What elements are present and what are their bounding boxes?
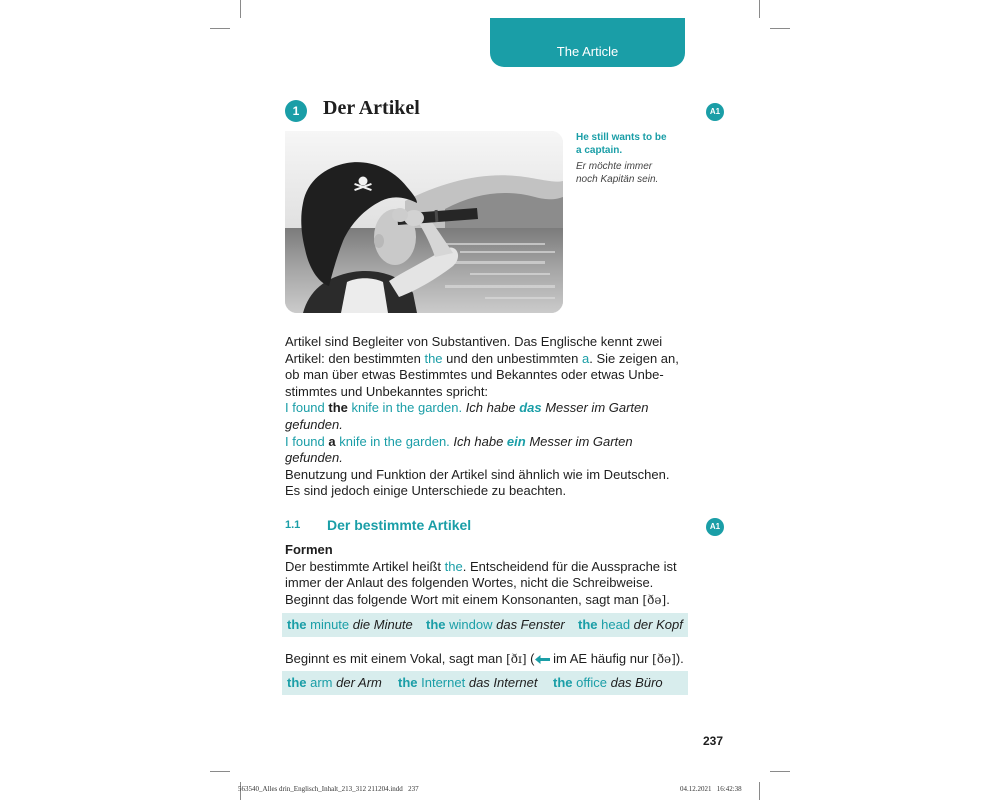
example-word: minute bbox=[310, 617, 350, 632]
slug-filename: 563540_Alles drin_Englisch_Inhalt_213_312 211204.indd bbox=[238, 785, 403, 793]
german-article-highlight: das bbox=[519, 400, 542, 416]
example-word: office bbox=[576, 675, 607, 690]
vowel-rule-paragraph bbox=[285, 651, 684, 668]
arrow-left-icon bbox=[535, 655, 550, 664]
example-item bbox=[578, 613, 683, 637]
crop-mark bbox=[210, 771, 230, 772]
phonetic-transcription: [ðə] bbox=[642, 592, 667, 607]
text-run: im AE häufig nur bbox=[549, 651, 653, 666]
level-badge: A1 bbox=[706, 103, 724, 121]
photo-ear bbox=[374, 234, 384, 248]
chapter-tab bbox=[490, 18, 685, 67]
phonetic-transcription: [ðə] bbox=[652, 652, 676, 666]
example-translation: der Arm bbox=[336, 675, 382, 690]
text-run: Es sind jedoch einige Unterschiede zu beachten. bbox=[285, 483, 567, 499]
print-slug-file bbox=[238, 785, 419, 794]
text-run: Benutzung und Funktion der Artikel sind ähnlich wie im Deutschen. bbox=[285, 466, 670, 482]
english-term: the bbox=[444, 558, 463, 574]
text-line bbox=[285, 351, 679, 368]
german-article-highlight: ein bbox=[506, 433, 526, 449]
example-translation: das Internet bbox=[468, 675, 538, 690]
crop-mark bbox=[240, 0, 241, 18]
english-term: the bbox=[424, 350, 443, 366]
section-title: Der bestimmte Artikel bbox=[327, 517, 472, 533]
example-box-consonant bbox=[282, 613, 688, 637]
example-german: Ich habe bbox=[449, 433, 507, 449]
example-article: the bbox=[426, 617, 446, 632]
text-run: Artikel sind Begleiter von Substantiven. Das Englische kennt zwei bbox=[285, 334, 663, 349]
slug-page: 237 bbox=[408, 785, 419, 793]
text-run: Beginnt es mit einem Vokal, sagt man bbox=[285, 651, 507, 666]
crop-mark bbox=[759, 782, 760, 800]
example-sentence-line bbox=[285, 400, 679, 417]
example-article: the bbox=[287, 617, 307, 632]
text-line bbox=[285, 651, 684, 668]
caption-line: a captain. bbox=[576, 145, 623, 156]
crop-mark bbox=[770, 771, 790, 772]
slug-time: 16:42:38 bbox=[716, 785, 742, 793]
example-german: Ich habe bbox=[462, 400, 520, 416]
text-run: ( bbox=[526, 651, 535, 666]
text-run: . bbox=[666, 591, 670, 607]
example-translation: der Kopf bbox=[633, 617, 683, 632]
text-run: Artikel: den bestimmten bbox=[285, 350, 425, 366]
text-run: ob man über etwas Bestimmtes und Bekanntes oder etwas Unbe- bbox=[285, 367, 664, 383]
phonetic-transcription: [ðɪ] bbox=[506, 652, 527, 666]
crop-mark bbox=[210, 28, 230, 29]
subheading-formen: Formen bbox=[285, 542, 333, 557]
page-number: 237 bbox=[703, 734, 724, 748]
example-german: gefunden. bbox=[285, 416, 343, 432]
text-line bbox=[285, 467, 679, 484]
example-sentence-line bbox=[285, 450, 679, 467]
example-article: the bbox=[553, 675, 573, 690]
section-number: 1.1 bbox=[285, 519, 301, 531]
example-word: window bbox=[449, 617, 493, 632]
example-sentence-line bbox=[285, 417, 679, 434]
example-translation: das Büro bbox=[610, 675, 663, 690]
text-run: stimmtes und Unbekanntes spricht: bbox=[285, 383, 489, 399]
text-run: ). bbox=[675, 651, 684, 666]
text-run: immer der Anlaut des folgenden Wortes, nicht die Schreibweise. bbox=[285, 575, 654, 591]
text-line bbox=[285, 384, 679, 401]
example-sentence-line bbox=[285, 434, 679, 451]
example-german: gefunden. bbox=[285, 450, 343, 466]
article-highlight: the bbox=[328, 400, 348, 416]
example-article: the bbox=[578, 617, 598, 632]
example-english: knife in the garden. bbox=[335, 433, 450, 449]
example-translation: die Minute bbox=[352, 617, 413, 632]
caption-line: Er möchte immer bbox=[576, 161, 653, 172]
article-highlight: a bbox=[328, 433, 336, 449]
print-slug-timestamp bbox=[680, 785, 742, 794]
example-box-vowel bbox=[282, 671, 688, 695]
english-term: a bbox=[582, 350, 590, 366]
example-german: Messer im Garten bbox=[525, 433, 633, 449]
photo-hand bbox=[392, 208, 408, 222]
text-line bbox=[285, 367, 679, 384]
example-item bbox=[398, 671, 538, 695]
example-english: knife in the garden. bbox=[347, 400, 463, 416]
chapter-tab-label: The Article bbox=[556, 44, 619, 59]
example-word: Internet bbox=[421, 675, 466, 690]
text-run: . Sie zeigen an, bbox=[589, 350, 679, 366]
example-article: the bbox=[398, 675, 418, 690]
text-line bbox=[285, 575, 677, 592]
slug-date: 04.12.2021 bbox=[680, 785, 712, 793]
example-word: arm bbox=[310, 675, 333, 690]
example-english: I found bbox=[285, 433, 329, 449]
example-item bbox=[287, 671, 382, 695]
caption-english bbox=[576, 131, 688, 157]
example-article: the bbox=[287, 675, 307, 690]
text-line bbox=[285, 592, 677, 609]
text-run: und den unbestimmten bbox=[442, 350, 583, 366]
text-line bbox=[285, 483, 679, 500]
crop-mark bbox=[759, 0, 760, 18]
section-level-badge: A1 bbox=[706, 518, 724, 536]
chapter-photo bbox=[285, 131, 563, 313]
text-line bbox=[285, 559, 677, 576]
text-run: . Entscheidend für die Aussprache ist bbox=[462, 558, 677, 574]
example-english: I found bbox=[285, 400, 329, 416]
example-item bbox=[287, 613, 413, 637]
photo-caption bbox=[576, 131, 688, 186]
crop-mark bbox=[770, 28, 790, 29]
example-item bbox=[553, 671, 663, 695]
photo-illustration bbox=[285, 131, 563, 313]
chapter-title: Der Artikel bbox=[323, 97, 420, 119]
chapter-number-badge: 1 bbox=[285, 100, 307, 122]
caption-german bbox=[576, 160, 688, 186]
text-line bbox=[285, 334, 679, 351]
example-word: head bbox=[601, 617, 631, 632]
caption-line: noch Kapitän sein. bbox=[576, 174, 659, 185]
text-run: Der bestimmte Artikel heißt bbox=[285, 558, 445, 574]
intro-paragraph bbox=[285, 334, 679, 500]
example-translation: das Fenster bbox=[496, 617, 565, 632]
caption-line: He still wants to be bbox=[576, 132, 667, 143]
example-item bbox=[426, 613, 565, 637]
text-run: Beginnt das folgende Wort mit einem Konsonanten, sagt man bbox=[285, 591, 643, 607]
section-paragraph bbox=[285, 559, 677, 609]
photo-shirt bbox=[341, 278, 388, 313]
example-german: Messer im Garten bbox=[541, 400, 649, 416]
